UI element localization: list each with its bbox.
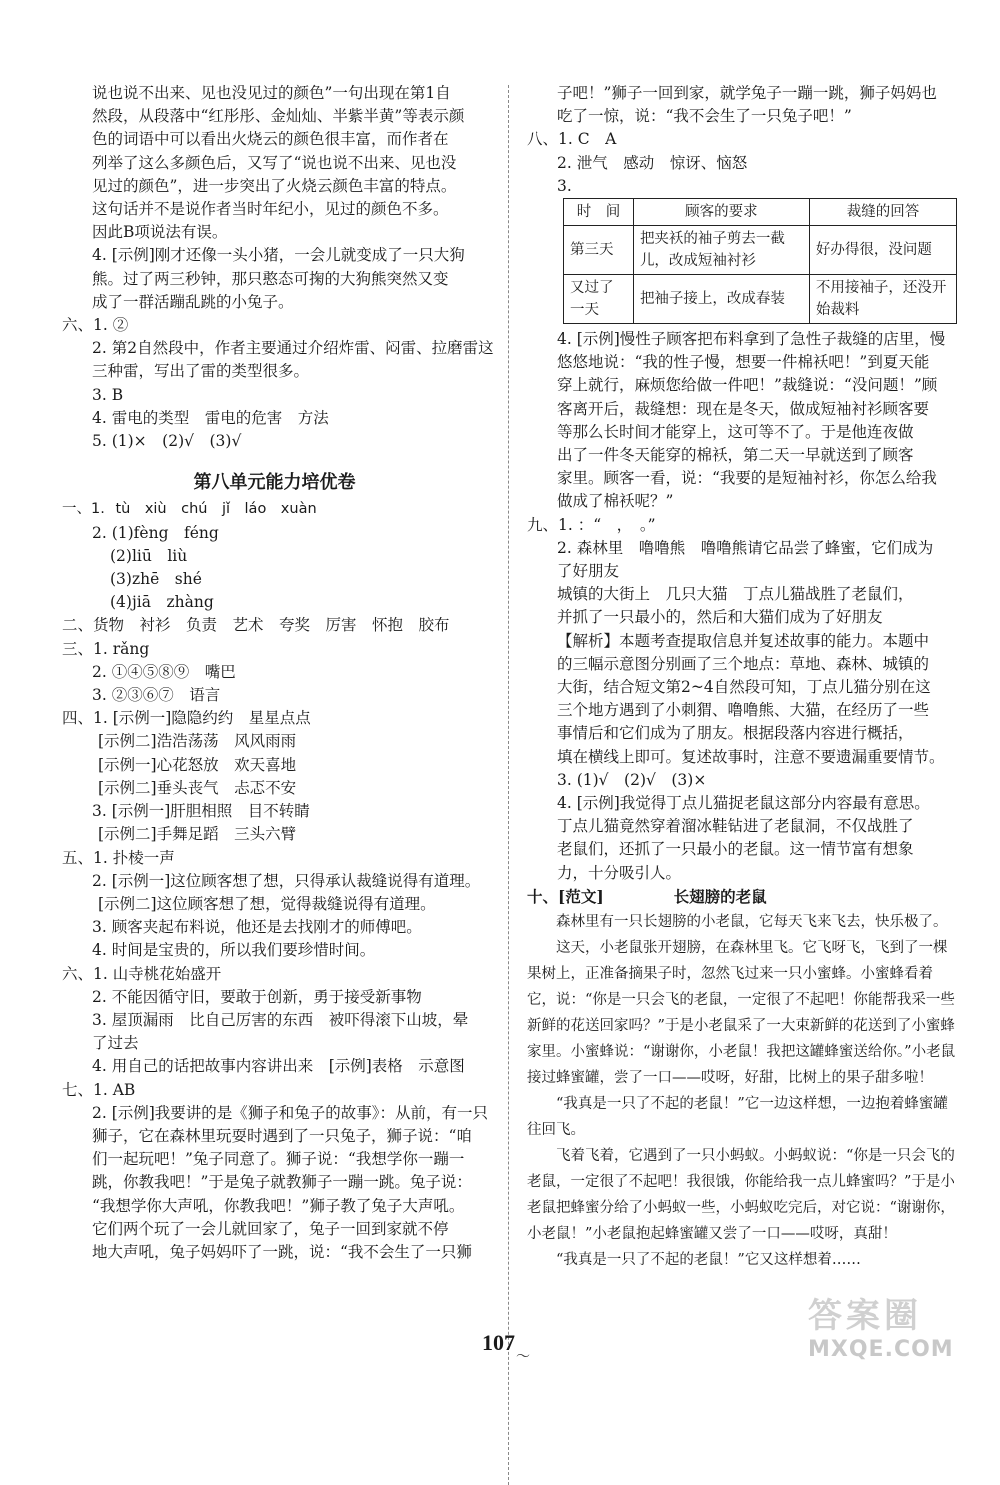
answer-line: 2. ①④⑤⑧⑨ 嘴巴 <box>92 662 236 681</box>
answer-line: 做成了棉袄呢？” <box>557 492 674 511</box>
answer-line: 地大声吼，兔子妈妈吓了一跳，说：“我不会生了一只狮 <box>92 1242 472 1261</box>
answer-line: 力，十分吸引人。 <box>557 863 682 882</box>
table-cell: 好办得很，没问题 <box>809 226 956 275</box>
answer-line: 四、1. [示例一]隐隐约约 星星点点 <box>62 709 311 728</box>
answer-line: 色的词语中可以看出火烧云的颜色很丰富，而作者在 <box>92 130 449 149</box>
essay-paragraph: 飞着飞着，它遇到了一只小蚂蚁。小蚂蚁说：“你是一只会飞的老鼠，一定很了不起吧！我很饿，你能给我一点儿蜂蜜吗？”于是小老鼠把蜂蜜分给了小蚂蚁一些，小蚂蚁吃完后，对它说：“谢谢你，小老鼠！”小老鼠抱起蜂蜜罐又尝了一口——哎呀，真甜！ <box>527 1148 955 1243</box>
answer-line: 客离开后，裁缝想：现在是冬天，做成短袖衬衫顾客要 <box>557 399 930 418</box>
answer-line: 大街，结合短文第2~4自然段可知，丁点儿猫分别在这 <box>557 678 931 697</box>
answer-line: 家里。顾客一看，说：“我要的是短袖衬衫，你怎么给我 <box>557 469 937 488</box>
table-header-cell: 顾客的要求 <box>633 199 809 226</box>
answer-line: 六、1. 山寺桃花始盛开 <box>62 964 222 983</box>
answer-line: 五、1. 扑棱一声 <box>62 848 175 867</box>
answer-line: 三个地方遇到了小刺猬、噜噜熊、大猫，在经历了一些 <box>557 701 930 720</box>
answer-line: 三、1. rǎng <box>62 639 150 658</box>
table-cell: 把夹袄的袖子剪去一截儿，改成短袖衬衫 <box>633 226 809 275</box>
answer-line: 子吧！”狮子一回到家，就学兔子一蹦一跳，狮子妈妈也 <box>557 84 937 102</box>
answer-line: 2. 泄气 感动 惊讶、恼怒 <box>557 153 748 172</box>
answer-line: 七、1. AB <box>62 1080 136 1099</box>
essay-paragraph: 森林里有一只长翅膀的小老鼠，它每天飞来飞去，快乐极了。 <box>556 914 948 931</box>
answer-line: 三种雷，写出了雷的类型很多。 <box>92 362 310 381</box>
answer-line: 4. 雷电的类型 雷电的危害 方法 <box>92 408 329 427</box>
answer-line: 老鼠们，还抓了一只最小的老鼠。这一情节富有想象 <box>557 840 914 859</box>
table-header-row <box>564 199 957 226</box>
answer-line: 4. [示例]慢性子顾客把布料拿到了急性子裁缝的店里，慢 <box>557 330 946 349</box>
answer-line: 它们两个玩了一会儿就回家了，兔子一回到家就不停 <box>92 1219 449 1238</box>
answer-line: 然段，从段落中“红彤彤、金灿灿、半紫半黄”等表示颜 <box>92 107 465 126</box>
answer-line: 4. 用自己的话把故事内容讲出来 [示例]表格 示意图 <box>92 1057 465 1076</box>
answer-line: 吃了一惊，说：“我不会生了一只兔子吧！” <box>557 107 852 126</box>
answer-line: 等那么长时间才能穿上，这可等不了。于是他连夜做 <box>557 422 914 441</box>
answer-line: 2. [示例一]这位顾客想了想，只得承认裁缝说得有道理。 <box>92 871 481 890</box>
essay-paragraph: “我真是一只了不起的老鼠！”它又这样想着…… <box>556 1252 861 1269</box>
answer-line: 2. 不能因循守旧，要敢于创新，勇于接受新事物 <box>92 987 422 1006</box>
answer-line: 悠悠地说：“我的性子慢，想要一件棉袄吧！”到夏天能 <box>557 353 930 372</box>
essay-paragraph: 这天，小老鼠张开翅膀，在森林里飞。它飞呀飞，飞到了一棵果树上，正准备摘果子时，忽然飞过来一只小蜜蜂。小蜜蜂看着它，说：“你是一只会飞的老鼠，一定很了不起吧！你能帮我采一些新鲜的花送回家吗？”于是小老鼠采了一大束新鲜的花送到了小蜜蜂家里。小蜜蜂说：“谢谢你，小老鼠！我把这罐蜂蜜送给你。”小老鼠接过蜂蜜罐，尝了一口——哎呀，好甜，比树上的果子甜多啦！ <box>527 940 956 1087</box>
fanwen-label: 十、[范文] <box>527 886 604 906</box>
answer-line: 六、1. ② <box>62 316 129 335</box>
answer-line: 了好朋友 <box>557 562 620 581</box>
answer-line: 并抓了一只最小的，然后和大猫们成为了好朋友 <box>557 608 883 627</box>
essay-paragraph: “我真是一只了不起的老鼠！”它一边这样想，一边抱着蜂蜜罐往回飞。 <box>527 1096 948 1139</box>
answer-line: 九、1. ：“ ， 。” <box>527 515 656 534</box>
answer-line: 八、1. C A <box>527 130 617 149</box>
right-top-answers <box>527 82 957 198</box>
watermark <box>808 1288 993 1378</box>
watermark-logo: 答案圈 <box>808 1296 922 1336</box>
watermark-url: MXQE.COM <box>808 1337 954 1362</box>
answer-line: 的三幅示意图分别画了三个地点：草地、森林、城镇的 <box>557 654 930 673</box>
answer-line: 2. 第2自然段中，作者主要通过介绍炸雷、闷雷、拉磨雷这 <box>92 339 494 358</box>
answer-line: 2. [示例]我要讲的是《狮子和兔子的故事》：从前，有一只 <box>92 1103 489 1122</box>
answer-line: 3. <box>557 176 572 195</box>
tailor-answer-table <box>563 198 957 324</box>
answer-line: 3. [示例一]肝胆相照 目不转睛 <box>92 802 310 821</box>
answer-line: 二、货物 衬衫 负责 艺术 夸奖 厉害 怀抱 胶布 <box>62 616 450 635</box>
answer-line: 2. (1)fèng féng <box>92 523 219 542</box>
answer-line: 3. (1)√ (2)√ (3)× <box>557 770 707 789</box>
answer-line: [示例二]浩浩荡荡 风风雨雨 <box>98 732 297 751</box>
answer-line: 丁点儿猫竟然穿着溜冰鞋钻进了老鼠洞，不仅战胜了 <box>557 817 914 836</box>
table-header-cell: 裁缝的回答 <box>809 199 956 226</box>
answer-line: (4)jiā zhàng <box>110 593 214 612</box>
column-divider <box>508 85 509 1485</box>
answer-line: 4. [示例]我觉得丁点儿猫捉老鼠这部分内容最有意思。 <box>557 794 930 813</box>
answer-line: 跳，你教我吧！”于是兔子就教狮子一蹦一跳。兔子说： <box>92 1173 472 1192</box>
answer-line: 4. 时间是宝贵的，所以我们要珍惜时间。 <box>92 941 376 960</box>
answer-line: 见过的颜色”，进一步突出了火烧云颜色丰富的特点。 <box>92 176 457 195</box>
answer-line: 狮子，它在森林里玩耍时遇到了一只兔子，狮子说：“咱 <box>92 1126 472 1145</box>
answer-line: 成了一群活蹦乱跳的小兔子。 <box>92 292 294 311</box>
answer-line: 3. ②③⑥⑦ 语言 <box>92 686 221 705</box>
answer-line: 了过去 <box>92 1034 139 1053</box>
answer-line: 出了一件冬天能穿的棉袄，第二天一早就送到了顾客 <box>557 446 914 465</box>
answer-line: (2)liū liù <box>110 546 188 565</box>
answer-line: 2. 森林里 噜噜熊 噜噜熊请它品尝了蜂蜜，它们成为 <box>557 538 934 557</box>
answer-line: (3)zhē shé <box>110 570 202 589</box>
table-cell: 第三天 <box>564 226 634 275</box>
answer-line: 列举了这么多颜色后，又写了“说也说不出来、见也没 <box>92 153 457 172</box>
answer-line: 填在横线上即可。复述故事时，注意不要遗漏重要情节。 <box>557 747 945 766</box>
answer-line: 们一起玩吧！”兔子同意了。狮子说：“我想学你一蹦一 <box>92 1150 465 1169</box>
answer-line: [示例一]心花怒放 欢天喜地 <box>98 755 297 774</box>
answer-line: 5. (1)× (2)√ (3)√ <box>92 432 242 451</box>
answer-line: 穿上就行，麻烦您给做一件吧！”裁缝说：“没问题！”顾 <box>557 376 938 395</box>
answer-line: 事情后和它们成为了朋友。根据段落内容进行概括， <box>557 724 914 743</box>
fanwen-heading <box>527 885 957 909</box>
table-cell: 又过了一天 <box>564 275 634 324</box>
right-column <box>527 82 957 1273</box>
page-number-ornament: 〜 <box>516 1349 530 1365</box>
answer-line: “我想学你大声吼，你教我吧！”狮子教了兔子大声吼。 <box>92 1196 465 1215</box>
section-title: 第八单元能力培优卷 <box>193 472 356 494</box>
answer-line: 说也说不出来、见也没见过的颜色”一句出现在第1自 <box>92 84 451 102</box>
table-cell: 不用接袖子，还没开始裁料 <box>809 275 956 324</box>
essay-title: 长翅膀的老鼠 <box>673 886 767 906</box>
answer-line: 因此B项说法有误。 <box>92 223 228 242</box>
answer-line: 【解析】本题考查提取信息并复述故事的能力。本题中 <box>557 631 930 650</box>
page-number: 107 <box>482 1330 515 1355</box>
answer-line: 一、1. tù xiù chú jǐ láo xuàn <box>62 501 317 518</box>
model-essay <box>527 909 957 1273</box>
answer-line: 城镇的大街上 几只大猫 丁点儿猫战胜了老鼠们， <box>557 585 914 604</box>
answer-line: [示例二]手舞足蹈 三头六臂 <box>98 825 297 844</box>
answer-line: 3. 屋顶漏雨 比自己厉害的东西 被吓得滚下山坡，晕 <box>92 1010 469 1029</box>
answer-line: [示例二]这位顾客想了想，觉得裁缝说得有道理。 <box>98 894 436 913</box>
answer-line: 4. [示例]刚才还像一头小猪，一会儿就变成了一只大狗 <box>92 246 465 265</box>
table-header-cell: 时 间 <box>564 199 634 226</box>
answer-line: 这句话并不是说作者当时年纪小，见过的颜色不多。 <box>92 200 449 219</box>
table-row <box>564 275 957 324</box>
right-mid-answers <box>527 328 957 885</box>
answer-line: 3. 顾客夹起布料说，他还是去找刚才的师傅吧。 <box>92 918 422 937</box>
left-column <box>62 82 494 1264</box>
table-row <box>564 226 957 275</box>
table-cell: 把袖子接上，改成春装 <box>633 275 809 324</box>
answer-line: 熊。过了两三秒钟，那只憨态可掬的大狗熊突然又变 <box>92 269 449 288</box>
answer-line: [示例二]垂头丧气 忐忑不安 <box>98 778 297 797</box>
answer-line: 3. B <box>92 385 124 404</box>
